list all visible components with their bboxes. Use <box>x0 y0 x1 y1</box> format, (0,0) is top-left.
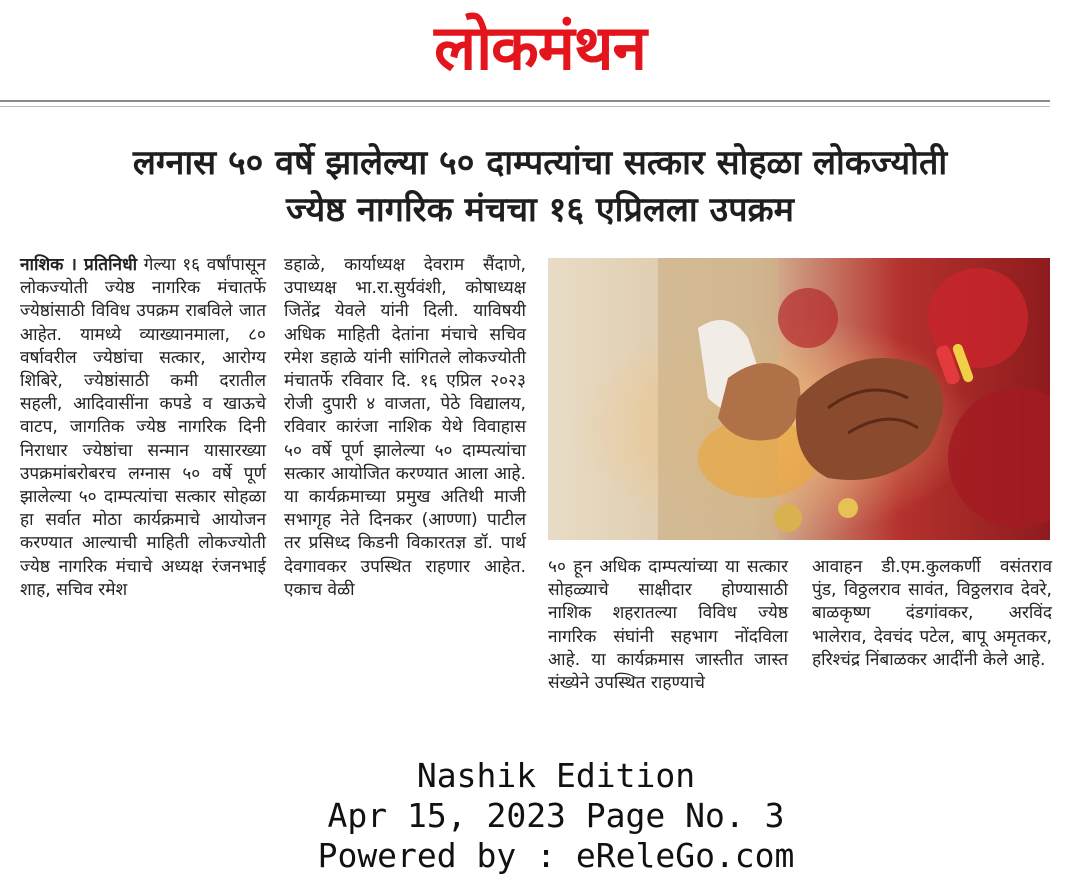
article-column-1 <box>20 254 266 602</box>
dateline: नाशिक । प्रतिनिधी <box>20 255 138 275</box>
newspaper-logo: लोकमंथन <box>434 11 646 84</box>
masthead-rule <box>0 100 1050 102</box>
edition-footer <box>0 756 1080 876</box>
headline-line-2: ज्येष्ठ नागरिक मंचचा १६ एप्रिलला उपक्रम <box>286 190 794 230</box>
masthead-rule-thin <box>0 106 1050 107</box>
article-column-3 <box>548 556 788 695</box>
column-4-text: आवाहन डी.एम.कुलकर्णी वसंतराव पुंड, विठ्ठलराव सावंत, विठ्ठलराव देवरे, बाळकृष्ण दंडगांवकर, अरविंद भालेराव, देवचंद पटेल, बापू अमृतकर, हरिश्चंद्र निंबाळकर आदींनी केले आहे. <box>812 557 1052 670</box>
article-photo <box>548 258 1050 540</box>
headline-line-1: लग्नास ५० वर्षे झालेल्या ५० दाम्पत्यांचा सत्कार सोहळा लोकज्योती <box>132 143 948 183</box>
edition-date-page: Apr 15, 2023 Page No. 3 <box>327 796 785 835</box>
column-2-text: डहाळे, कार्याध्यक्ष देवराम सैंदाणे, उपाध्यक्ष भा.रा.सुर्यवंशी, कोषाध्यक्ष जितेंद्र येवले यांनी दिली. याविषयी अधिक माहिती देतांना मंचाचे सचिव रमेश डहाळे यांनी सांगितले लोकज्योती मंचातर्फे रविवार दि. १६ एप्रिल २०२३ रोजी दुपारी ४ वाजता, पेठे विद्यालय, रविवार कारंजा नाशिक येथे विवाहास ५० वर्षे पूर्ण झालेल्या ५० दाम्पत्यांचा सत्कार आयोजित करण्यात आला आहे. या कार्यक्रमाच्या प्रमुख अतिथी माजी सभागृह नेते दिनकर (आण्णा) पाटील तर प्रसिध्द किडनी विकारतज्ञ डॉ. पार्थ देवगावकर उपस्थित राहणार आहेत. एकाच वेळी <box>284 255 526 600</box>
wedding-hands-photo <box>548 258 1050 540</box>
article-headline <box>20 140 1060 234</box>
column-3-text: ५० हून अधिक दाम्पत्यांच्या या सत्कार सोहळ्याचे साक्षीदार होण्यासाठी नाशिक शहरातल्या विविध ज्येष्ठ नागरिक संघांनी सहभाग नोंदविला आहे. या कार्यक्रमास जास्तीत जास्त संख्येने उपस्थित राहण्याचे <box>548 557 788 694</box>
edition-name: Nashik Edition <box>416 756 696 795</box>
article-column-4 <box>812 556 1052 672</box>
article-column-2 <box>284 254 526 602</box>
powered-by: Powered by : eReleGo.com <box>317 836 795 875</box>
column-1-text: गेल्या १६ वर्षांपासून लोकज्योती ज्येष्ठ नागरिक मंचातर्फे ज्येष्ठांसाठी विविध उपक्रम राबविले जात आहेत. यामध्ये व्याख्यानमाला, ८० वर्षावरील ज्येष्ठांचा सत्कार, आरोग्य शिबिरे, ज्येष्ठांसाठी कमी दरातील सहली, आदिवासींना कपडे व खाऊचे वाटप, जागतिक ज्येष्ठ नागरिक दिनी निराधार ज्येष्ठांचा सन्मान यासारख्या उपक्रमांबरोबरच लग्नास ५० वर्षे पूर्ण झालेल्या ५० दाम्पत्यांचा सत्कार सोहळा हा सर्वात मोठा कार्यक्रमाचे आयोजन करण्यात आल्याची माहिती लोकज्योती ज्येष्ठ नागरिक मंचाचे अध्यक्ष रंजनभाई शाह, सचिव रमेश <box>20 255 267 600</box>
masthead <box>0 0 1080 96</box>
